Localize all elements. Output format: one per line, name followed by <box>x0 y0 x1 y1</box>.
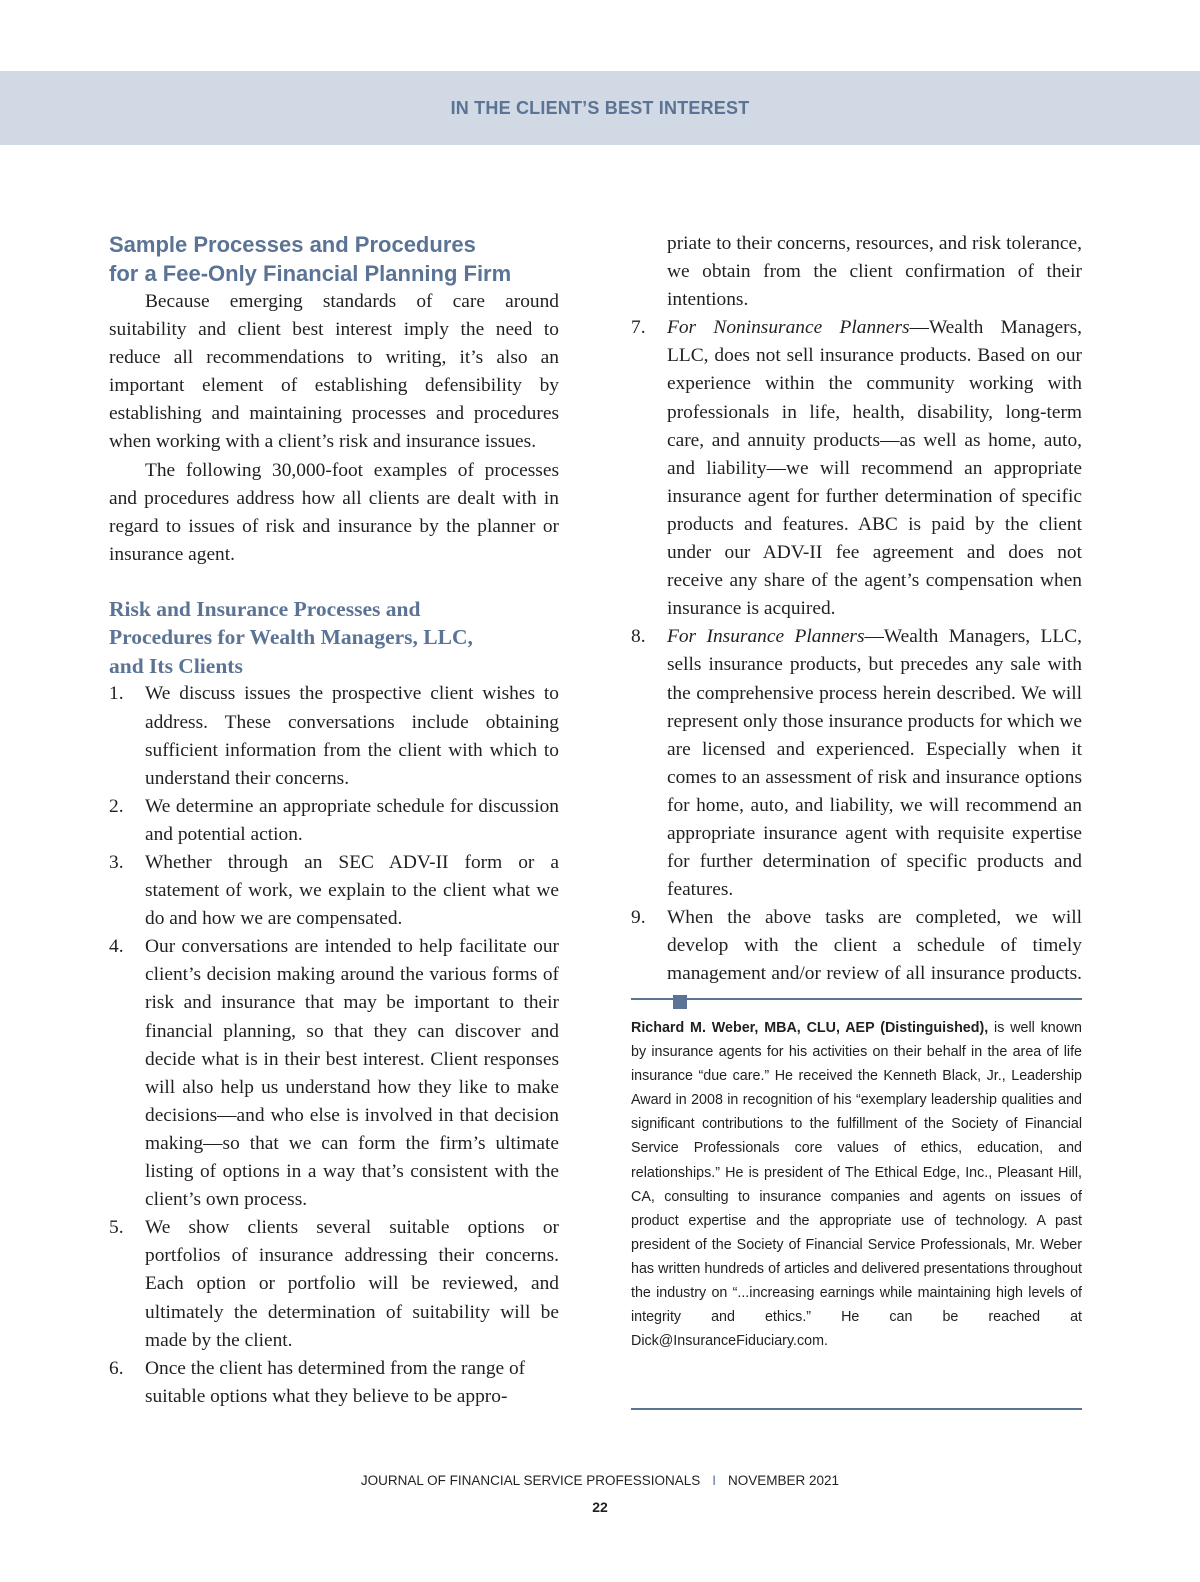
page-number: 22 <box>592 1499 608 1515</box>
running-header <box>0 71 1200 145</box>
author-bio <box>631 998 1082 1410</box>
list-item: 6. Once the client has determined from the range of suitable options what they believe to be appro- <box>109 1357 526 1407</box>
list-item-continuation: priate to their concerns, resources, and risk tolerance, we obtain from the client confirmation of their intentions. <box>667 233 1082 311</box>
list-item: 1. We discuss issues the prospective client wishes to address. These conversations include obtaining sufficient information from the client with which to understand their concerns. <box>109 683 559 789</box>
right-column <box>631 230 1082 1017</box>
section-heading-risk-insurance: Risk and Insurance Processes and Procedures for Wealth Managers, LLC, and Its Clients <box>109 596 473 678</box>
list-item: 3. Whether through an SEC ADV-II form or a statement of work, we explain to the client what we do and how we are compensated. <box>109 852 559 930</box>
left-column <box>109 230 559 1411</box>
author-bio-text: is well known by insurance agents for his activities on their behalf in the area of life insurance “due care.” He received the Kenneth Black, Jr., Leadership Award in 2008 in recognition of his “exemplary leadership qualities and significant contributions to the fulfillment of the Society of Financial Service Professionals core values of ethics, education, and relationships.” He is president of The Ethical Edge, Inc., Pleasant Hill, CA, consulting to insurance companies and agents on issues of product expertise and the appropriate use of technology. A past president of the Society of Financial Service Professionals, Mr. Weber has written hundreds of articles and delivered presentations throughout the industry on “...increasing earnings while maintaining high levels of integrity and ethics.” He can be reached at Dick@InsuranceFiduciary.com. <box>631 1020 1082 1350</box>
section-heading-sample-processes: Sample Processes and Procedures for a Fee-Only Financial Planning Firm <box>109 232 512 286</box>
list-item: 8. For Insurance Planners—Wealth Managers, LLC, sells insurance products, but precedes any sale with the comprehensive process herein described. We will represent only those insurance products for which we are licensed and experienced. Especially when it comes to an assessment of risk and insurance options for home, auto, and liability, we will recommend an appropriate insurance agent with requisite expertise for further determination of specific products and features. <box>631 626 1083 901</box>
page-footer <box>0 1473 1200 1488</box>
journal-name: JOURNAL OF FINANCIAL SERVICE PROFESSIONALS <box>360 1473 701 1488</box>
list-item: 4. Our conversations are intended to help facilitate our client’s decision making around the various forms of risk and insurance that may be important to their financial planning, so that they can discover and decide what is in their best interest. Client responses will also help us understand how they like to make decisions—and who else is involved in that decision making—so that we can form the firm’s ultimate listing of options in a way that’s consistent with the client’s own process. <box>109 936 559 1211</box>
intro-paragraph-1: Because emerging standards of care around suitability and client best interest imply the need to reduce all recommendations to writing, it’s also an important element of establishing defensibility by establishing and maintaining processes and procedures when working with a client’s risk and insurance issues. <box>109 291 559 453</box>
list-item: 5. We show clients several suitable options or portfolios of insurance addressing their concerns. Each option or portfolio will be reviewed, and ultimately the determination of suitability will be made by the client. <box>109 1217 559 1351</box>
author-name: Richard M. Weber, MBA, CLU, AEP (Distinguished), <box>631 1020 989 1036</box>
issue-date: NOVEMBER 2021 <box>728 1473 840 1488</box>
list-item: 2. We determine an appropriate schedule for discussion and potential action. <box>109 795 559 845</box>
process-steps-list-right <box>631 230 1082 1017</box>
intro-paragraph-2: The following 30,000-foot examples of processes and procedures address how all clients are dealt with in regard to issues of risk and insurance by the planner or insurance agent. <box>109 459 559 565</box>
list-item: 9. When the above tasks are completed, we will develop with the client a schedule of timely management and/or review of all insurance products. <box>631 904 1082 1016</box>
running-header-title: IN THE CLIENT’S BEST INTEREST <box>450 97 750 118</box>
process-steps-list-left <box>109 680 559 1410</box>
list-item: 7. For Noninsurance Planners—Wealth Managers, LLC, does not sell insurance products. Based on our experience within the community working with professionals in life, health, disability, long-term care, and annuity products—as well as home, auto, and liability—we will recommend an appropriate insurance agent for further determination of specific products and features. ABC is paid by the client under our ADV-II fee agreement and does not receive any share of the agent’s compensation when insurance is acquired. <box>631 317 1082 620</box>
footer-separator: I <box>712 1473 717 1488</box>
